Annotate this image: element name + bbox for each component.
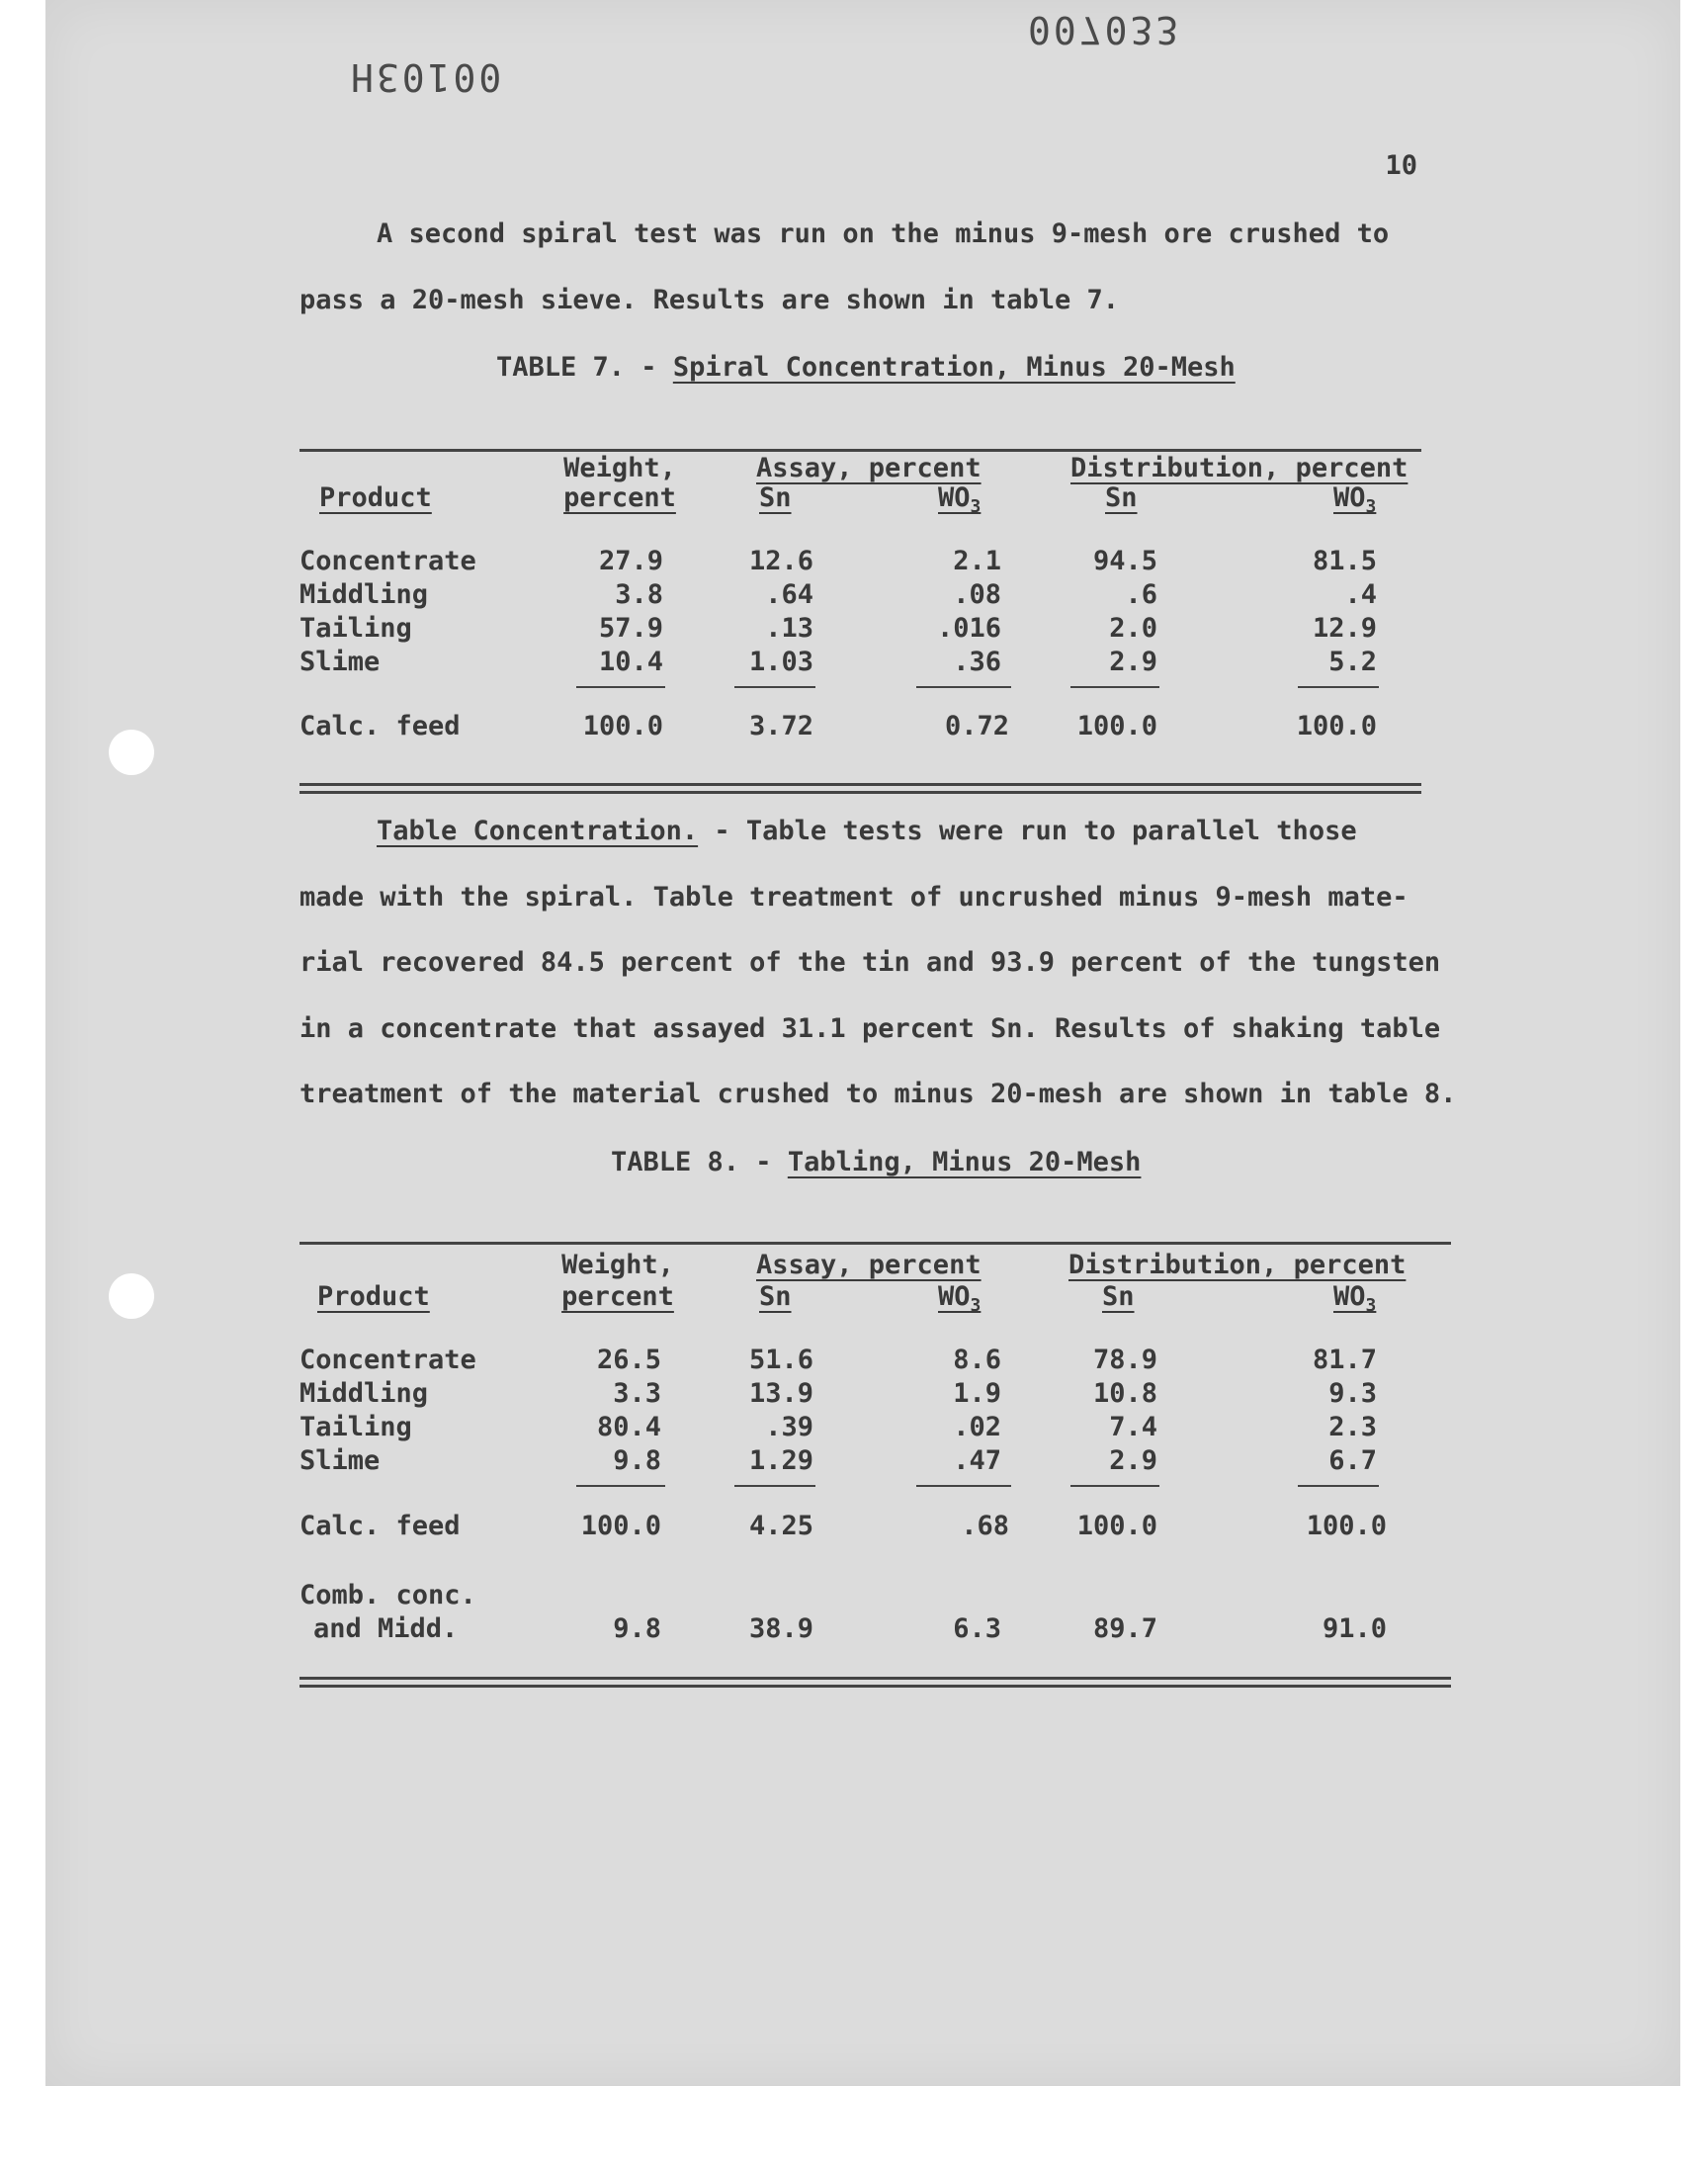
assay-sn-cell: .64 — [765, 579, 813, 610]
assay-sn-cell: 12.6 — [748, 546, 813, 576]
product-cell: Concentrate — [299, 546, 476, 576]
table7-header-distribution: Distribution, percent — [1070, 453, 1409, 483]
dist-wo3-cell: 9.3 — [1328, 1378, 1377, 1409]
table7 — [299, 449, 1421, 799]
table7-bottom-rule — [299, 783, 1421, 786]
table8-header-weight-top: Weight, — [561, 1250, 674, 1280]
intro-line-1: A second spiral test was run on the minus 9-mesh ore crushed to — [377, 218, 1390, 249]
product-cell: Middling — [299, 579, 429, 610]
weight-cell: 9.8 — [613, 1445, 661, 1476]
table8-header-assay-sn: Sn — [759, 1281, 792, 1312]
dist-wo3-cell: 2.3 — [1328, 1412, 1377, 1442]
product-cell: Calc. feed — [299, 711, 461, 741]
table8-title: Tabling, Minus 20-Mesh — [787, 1147, 1142, 1177]
table7-prefix: TABLE 7. - — [496, 352, 673, 383]
table8-prefix: TABLE 8. - — [611, 1147, 788, 1177]
middle-line-1: Table Concentration. - Table tests were run to parallel those — [377, 816, 1357, 846]
product-cell: Comb. conc. — [299, 1580, 476, 1610]
table8-header-assay-wo3: $WO_3$ — [938, 1281, 982, 1316]
dist-wo3-cell: 81.7 — [1312, 1345, 1377, 1375]
product-cell: Middling — [299, 1378, 429, 1409]
table8-caption — [611, 1147, 1141, 1177]
table7-header-weight-top: Weight, — [563, 453, 676, 483]
intro-line-2: pass a 20-mesh sieve. Results are shown in table 7. — [299, 284, 1120, 315]
table8-bottom-rule — [299, 1677, 1451, 1680]
dist-sn-cell: 94.5 — [1092, 546, 1157, 576]
table8-header-assay: Assay, percent — [756, 1250, 982, 1280]
product-cell: Tailing — [299, 613, 412, 644]
dist-wo3-cell: .4 — [1344, 579, 1377, 610]
assay-sn-cell: .13 — [765, 613, 813, 644]
dist-sn-cell: 78.9 — [1092, 1345, 1157, 1375]
subtotal-line — [916, 1485, 1011, 1487]
table8-top-rule — [299, 1242, 1451, 1245]
archive-stamp-right: 007033 — [1028, 8, 1182, 51]
weight-cell: 80.4 — [596, 1412, 661, 1442]
punch-hole-upper — [109, 730, 154, 775]
dist-sn-cell: 100.0 — [1076, 711, 1157, 741]
archive-stamp-left: 00103H — [348, 55, 502, 99]
table8-bottom-rule-2 — [299, 1685, 1451, 1688]
table7-header-weight-bottom: percent — [563, 482, 676, 513]
weight-cell: 100.0 — [580, 1511, 661, 1541]
table7-header-product: Product — [319, 482, 432, 513]
product-cell: Slime — [299, 1445, 381, 1476]
dist-wo3-cell: 81.5 — [1312, 546, 1377, 576]
assay-sn-cell: 38.9 — [748, 1613, 813, 1644]
intro-paragraph — [299, 202, 1481, 333]
assay-wo3-cell: .08 — [953, 579, 1001, 610]
dist-sn-cell: 2.0 — [1109, 613, 1157, 644]
subtotal-line — [1070, 686, 1159, 688]
table7-top-rule — [299, 449, 1421, 452]
subtotal-line — [576, 686, 665, 688]
section-heading: Table Concentration. — [377, 816, 699, 846]
page-number: 10 — [1385, 150, 1417, 181]
dist-sn-cell: 89.7 — [1092, 1613, 1157, 1644]
table8-header-dist-sn: Sn — [1102, 1281, 1135, 1312]
assay-wo3-cell: 8.6 — [953, 1345, 1001, 1375]
weight-cell: 57.9 — [598, 613, 663, 644]
table7-header-assay: Assay, percent — [756, 453, 982, 483]
middle-line-5: treatment of the material crushed to minus 20-mesh are shown in table 8. — [299, 1079, 1457, 1109]
table8-header-dist-wo3: $WO_3$ — [1333, 1281, 1377, 1316]
dist-sn-cell: 2.9 — [1109, 1445, 1157, 1476]
product-cell: Tailing — [299, 1412, 412, 1442]
product-cell-continued: and Midd. — [313, 1613, 459, 1644]
table-concentration-paragraph — [299, 799, 1481, 1128]
assay-sn-cell: .39 — [765, 1412, 813, 1442]
assay-wo3-cell: 1.9 — [953, 1378, 1001, 1409]
weight-cell: 3.8 — [615, 579, 663, 610]
punch-hole-lower — [109, 1273, 154, 1319]
assay-wo3-cell: 2.1 — [953, 546, 1001, 576]
subtotal-line — [1298, 686, 1379, 688]
subtotal-line — [734, 1485, 815, 1487]
assay-sn-cell: 4.25 — [748, 1511, 813, 1541]
table7-header-assay-wo3: $WO_3$ — [938, 482, 982, 517]
product-cell: Concentrate — [299, 1345, 476, 1375]
subtotal-line — [576, 1485, 665, 1487]
table8-header-product: Product — [317, 1281, 430, 1312]
assay-wo3-cell: .02 — [953, 1412, 1001, 1442]
assay-sn-cell: 1.03 — [748, 647, 813, 677]
dist-wo3-cell: 5.2 — [1328, 647, 1377, 677]
table8-header-weight-bottom: percent — [561, 1281, 674, 1312]
dist-sn-cell: 7.4 — [1109, 1412, 1157, 1442]
assay-sn-cell: 1.29 — [748, 1445, 813, 1476]
table7-header-dist-sn: Sn — [1105, 482, 1138, 513]
product-cell: Slime — [299, 647, 381, 677]
dist-wo3-cell: 6.7 — [1328, 1445, 1377, 1476]
assay-sn-cell: 13.9 — [748, 1378, 813, 1409]
table7-caption — [496, 352, 1236, 383]
weight-cell: 100.0 — [582, 711, 663, 741]
assay-wo3-cell: .68 — [961, 1511, 1009, 1541]
assay-wo3-cell: .47 — [953, 1445, 1001, 1476]
subtotal-line — [1070, 1485, 1159, 1487]
dist-sn-cell: 2.9 — [1109, 647, 1157, 677]
table8-header-distribution: Distribution, percent — [1068, 1250, 1407, 1280]
weight-cell: 9.8 — [613, 1613, 661, 1644]
assay-wo3-cell: .016 — [936, 613, 1001, 644]
assay-wo3-cell: 6.3 — [953, 1613, 1001, 1644]
weight-cell: 26.5 — [596, 1345, 661, 1375]
table7-header-dist-wo3: $WO_3$ — [1333, 482, 1377, 517]
dist-sn-cell: 10.8 — [1092, 1378, 1157, 1409]
assay-sn-cell: 51.6 — [748, 1345, 813, 1375]
middle-line-3: rial recovered 84.5 percent of the tin and 93.9 percent of the tungsten — [299, 947, 1441, 978]
assay-sn-cell: 3.72 — [748, 711, 813, 741]
middle-line-4: in a concentrate that assayed 31.1 percent Sn. Results of shaking table — [299, 1012, 1441, 1044]
subtotal-line — [734, 686, 815, 688]
weight-cell: 10.4 — [598, 647, 663, 677]
dist-sn-cell: 100.0 — [1076, 1511, 1157, 1541]
table8 — [299, 1242, 1451, 1702]
table7-title: Spiral Concentration, Minus 20-Mesh — [672, 352, 1236, 383]
dist-wo3-cell: 100.0 — [1296, 711, 1377, 741]
product-cell: Calc. feed — [299, 1511, 461, 1541]
subtotal-line — [1298, 1485, 1379, 1487]
dist-wo3-cell: 91.0 — [1322, 1613, 1387, 1644]
table7-header-assay-sn: Sn — [759, 482, 792, 513]
middle-line-2: made with the spiral. Table treatment of uncrushed minus 9-mesh mate- — [299, 881, 1409, 913]
weight-cell: 27.9 — [598, 546, 663, 576]
assay-wo3-cell: 0.72 — [944, 711, 1009, 741]
dist-sn-cell: .6 — [1125, 579, 1157, 610]
dist-wo3-cell: 100.0 — [1306, 1511, 1387, 1541]
dist-wo3-cell: 12.9 — [1312, 613, 1377, 644]
weight-cell: 3.3 — [613, 1378, 661, 1409]
assay-wo3-cell: .36 — [953, 647, 1001, 677]
subtotal-line — [916, 686, 1011, 688]
table7-bottom-rule-2 — [299, 791, 1421, 794]
